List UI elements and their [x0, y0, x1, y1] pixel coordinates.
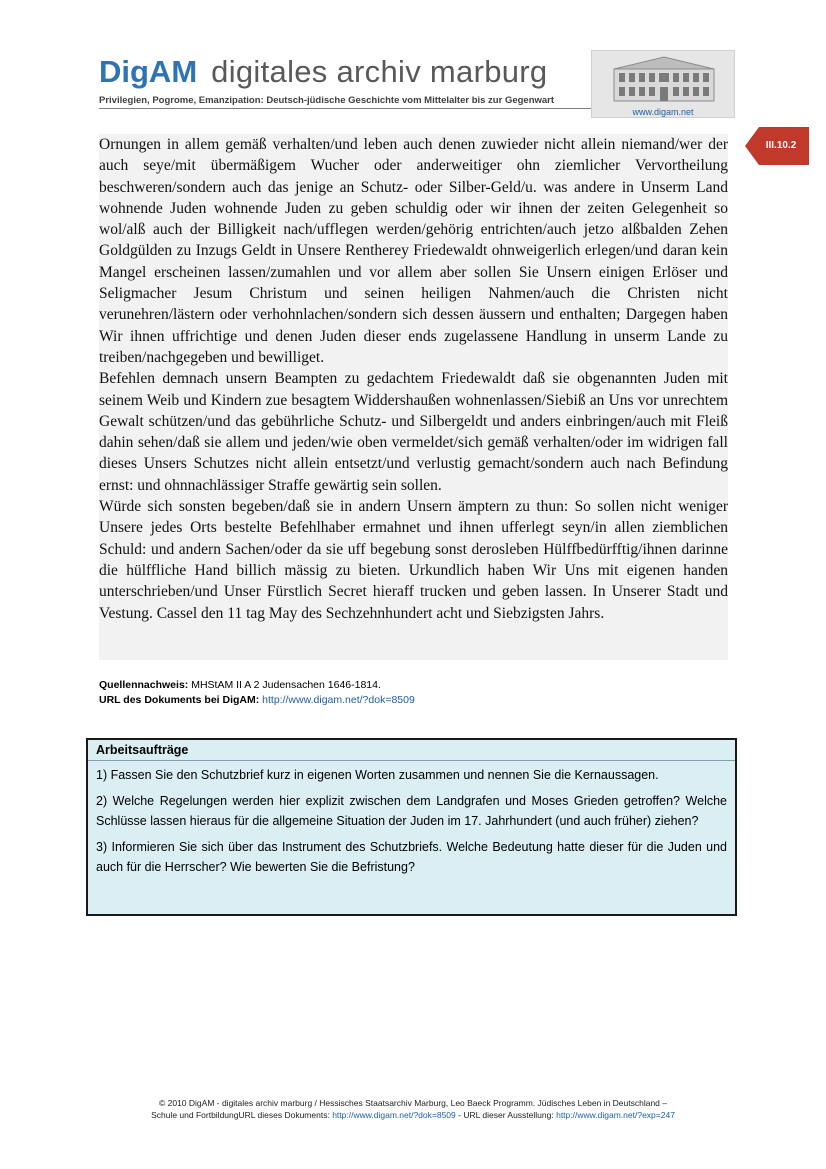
site-title [99, 52, 547, 92]
source-paragraph: Würde sich sonsten begeben/daß sie in andern Unsern ämptern zu thun: So sollen nicht weniger Unsere jedes Orts bestelte Befehlhaber ermahnet und ihnen ufferlegt seyn/in allen ziemblichen Schuld: und andern Sachen/oder da sie uff begebung sonst derosleben Hülffbedürfftig/ihnen darinne die hülffliche Hand billich mässig zu bieten. Urkundlich haben Wir Uns mit eigenen handen unterschrieben/und Unser Fürstlich Secret hieraff trucken und geben lassen. In Unserer Stadt und Vestung. Cassel den 11 tag May des Sechzehnhundert acht und Siebzigsten Jahrs. [99, 498, 728, 622]
url-label: URL des Dokuments bei DigAM: [99, 694, 260, 706]
footer-mid: - URL dieser Ausstellung: [455, 1110, 557, 1120]
brand-name: DigAM [99, 54, 198, 89]
task-item: 2) Welche Regelungen werden hier explizit zwischen dem Landgrafen und Moses Grieden getroffen? Welche Schlüsse lassen hieraus für die allgemeine Situation der Juden im 17. Jahrhundert (und auch früher) ziehen? [96, 794, 727, 828]
source-value: MHStAM II A 2 Judensachen 1646-1814. [191, 679, 381, 691]
tasks-divider [88, 760, 735, 761]
document-url-link[interactable]: http://www.digam.net/?dok=8509 [262, 694, 415, 706]
tasks-title: Arbeitsaufträge [96, 743, 189, 757]
tasks-box [86, 738, 737, 916]
logo-url[interactable]: www.digam.net [632, 107, 694, 117]
task-item: 3) Informieren Sie sich über das Instrument des Schutzbriefs. Welche Bedeutung hatte dieser für die Juden und auch für die Herrscher? Wie bewerten Sie die Befristung? [96, 840, 727, 874]
source-text [99, 134, 728, 660]
brand-subtitle: digitales archiv marburg [211, 54, 548, 89]
archive-building-icon [606, 55, 722, 105]
document-number-badge [745, 127, 809, 165]
page-footer [40, 1097, 786, 1121]
document-url-line [99, 693, 415, 708]
source-paragraph: Befehlen demnach unsern Beampten zu gedachtem Friedewaldt daß sie obgenannten Juden mit seinem Weib und Kindern zue besagtem Widdershaußen wohnenlassen/Siebiß an Uns vor unrechtem Gewalt schützen/und das gebührliche Schutz- und Silbergeldt und anders einbringen/auch mit Fleiß dahin sehen/daß sie allem und jeden/wie oben vermeldet/sich gemäß verhalten/oder im widrigen fall dieses Unsers Schutzes nicht allein entsetzt/und verlustig gemacht/sondern auch nach Befindung ernst: und ohnnachlässiger Straffe gewärtig sein sollen. [99, 370, 728, 494]
footer-prefix: Schule und FortbildungURL dieses Dokuments: [151, 1110, 333, 1120]
site-tagline: Privilegien, Pogrome, Emanzipation: Deutsch-jüdische Geschichte vom Mittelalter bis zur Gegenwart [99, 95, 555, 106]
source-reference [99, 678, 415, 693]
footer-exhibition-link[interactable]: http://www.digam.net/?exp=247 [556, 1110, 675, 1120]
source-label: Quellennachweis: [99, 679, 189, 691]
footer-document-link[interactable]: http://www.digam.net/?dok=8509 [332, 1110, 456, 1120]
footer-copyright: © 2010 DigAM - digitales archiv marburg / Hessisches Staatsarchiv Marburg, Leo Baeck Programm. Jüdisches Leben in Deutschland – [159, 1098, 667, 1108]
citation [99, 678, 415, 708]
source-paragraph: Ornungen in allem gemäß verhalten/und leben auch denen zuwieder nicht allein niemand/wer der auch seye/mit übermäßigem Wucher oder anderweitiger ohn ziemlicher Vervortheilung beschweren/sondern auch das jenige an Schutz- oder Silber-Geld/u. was andere in Unserm Land wohnende Juden wohnende Juden zu geben schuldig oder wir ihnen der zeiten Gelegenheit so wol/alß auch der Billigkeit nach/ufflegen werden/gehörig entrichten/auch jetzo alßbalden Zehen Goldgülden zu Inzugs Geldt in Unsere Rentherey Friedewaldt ohnweigerlich erlegen/und daran kein Mangel erscheinen lassen/zumahlen und vor allem aber sollen Sie Unsern einigen Erlöser und Seligmacher Jesum Christum und seinen heiligen Nahmen/auch die Christen nicht verunehren/lästern oder verhohnlachen/sondern sich dessen äussern und enthalten; Dargegen haben Wir ihnen uffrichtige und denen Juden dieser ends zugelassene Handlung in unserm Lande zu treiben/nachgegeben und bewilliget. [99, 136, 728, 366]
footer-urls [40, 1109, 786, 1121]
header-divider [99, 108, 592, 109]
task-item: 1) Fassen Sie den Schutzbrief kurz in eigenen Worten zusammen und nennen Sie die Kernaussagen. [96, 768, 659, 782]
badge-label: III.10.2 [765, 140, 797, 151]
